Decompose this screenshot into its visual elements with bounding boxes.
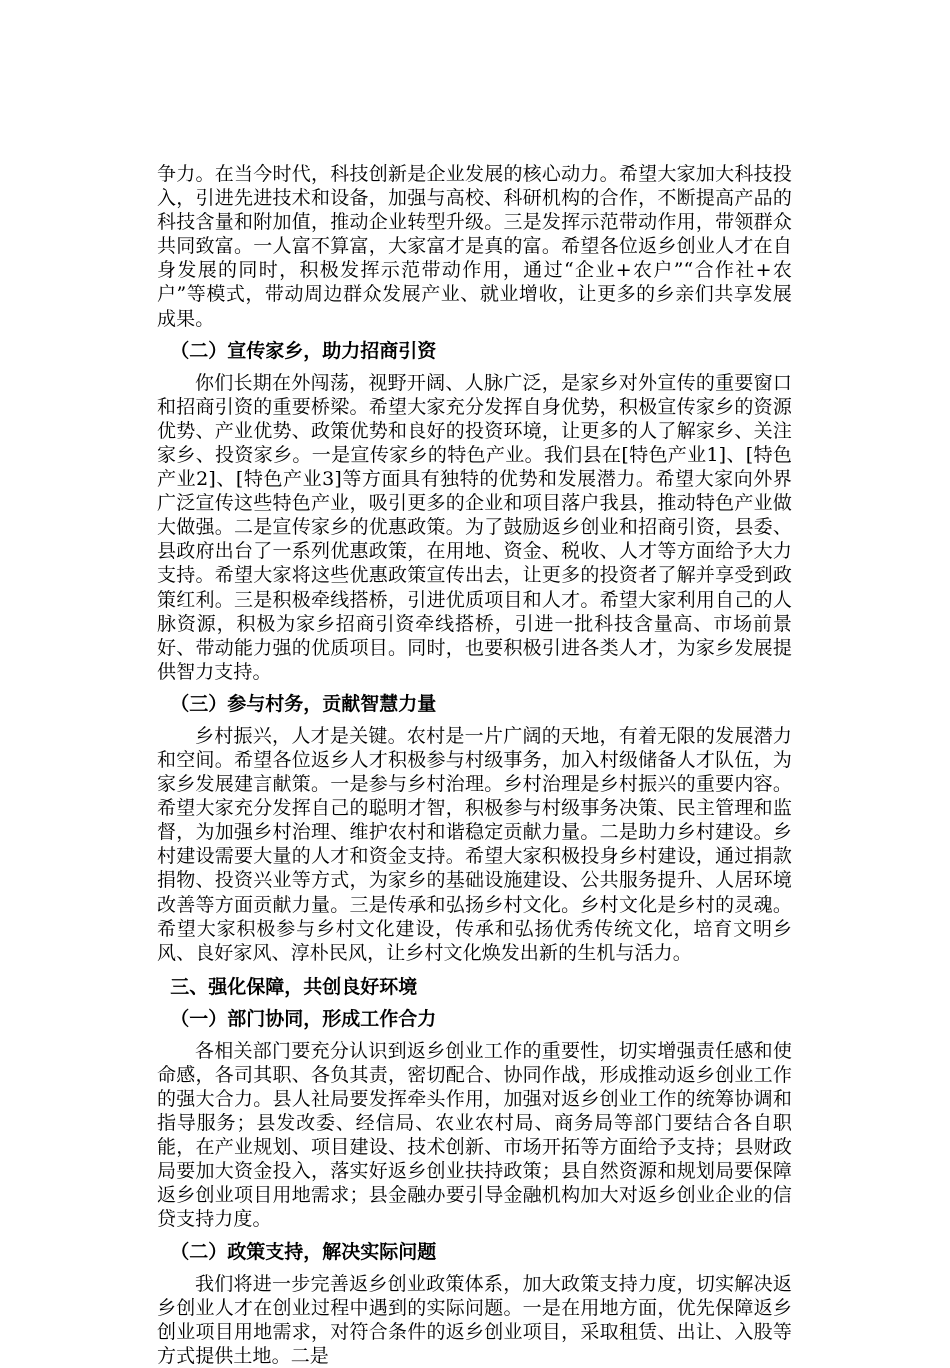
subheading-policy-support: （二）政策支持，解决实际问题 [170, 1240, 437, 1263]
paragraph-continued: 争力。在当今时代，科技创新是企业发展的核心动力。希望大家加大科技投入，引进先进技术和设备，加强与高校、科研机构的合作，不断提高产品的科技含量和附加值，推动企业转型升级。三是发挥示范带动作用，带领群众共同致富。一人富不算富，大家富才是真的富。希望各位返乡创业人才在自身发展的同时，积极发挥示范带动作用，通过“企业+农户”“合作社+农户”等模式，带动周边群众发展产业、就业增收，让更多的乡亲们共享发展成果。 [157, 163, 792, 330]
section-heading-guarantee: 三、强化保障，共创良好环境 [170, 975, 418, 998]
subheading-department-coordination: （一）部门协同，形成工作合力 [170, 1007, 437, 1030]
paragraph-department-coordination: 各相关部门要充分认识到返乡创业工作的重要性，切实增强责任感和使命感，各司其职、各负其责，密切配合、协同作战，形成推动返乡创业工作的强大合力。县人社局要发挥牵头作用，加强对返乡创业工作的统筹协调和指导服务；县发改委、经信局、农业农村局、商务局等部门要结合各自职能，在产业规划、项目建设、技术创新、市场开拓等方面给予支持；县财政局要加大资金投入，落实好返乡创业扶持政策；县自然资源和规划局要保障返乡创业项目用地需求；县金融办要引导金融机构加大对返乡创业企业的信贷支持力度。 [157, 1039, 792, 1231]
subheading-promote-hometown: （二）宣传家乡，助力招商引资 [170, 339, 437, 362]
paragraph-promote-hometown: 你们长期在外闯荡，视野开阔、人脉广泛，是家乡对外宣传的重要窗口和招商引资的重要桥梁。希望大家充分发挥自身优势，积极宣传家乡的资源优势、产业优势、政策优势和良好的投资环境，让更多的人了解家乡、关注家乡、投资家乡。一是宣传家乡的特色产业。我们县在[特色产业1]、[特色产业2]、[特色产业3]等方面具有独特的优势和发展潜力。希望大家向外界广泛宣传这些特色产业，吸引更多的企业和项目落户我县，推动特色产业做大做强。二是宣传家乡的优惠政策。为了鼓励返乡创业和招商引资，县委、县政府出台了一系列优惠政策，在用地、资金、税收、人才等方面给予大力支持。希望大家将这些优惠政策宣传出去，让更多的投资者了解并享受到政策红利。三是积极牵线搭桥，引进优质项目和人才。希望大家利用自己的人脉资源，积极为家乡招商引资牵线搭桥，引进一批科技含量高、市场前景好、带动能力强的优质项目。同时，也要积极引进各类人才，为家乡发展提供智力支持。 [157, 371, 792, 683]
subheading-village-affairs: （三）参与村务，贡献智慧力量 [170, 692, 437, 715]
paragraph-policy-support: 我们将进一步完善返乡创业政策体系，加大政策支持力度，切实解决返乡创业人才在创业过程中遇到的实际问题。一是在用地方面，优先保障返乡创业项目用地需求，对符合条件的返乡创业项目，采取租赁、出让、入股等方式提供土地。二是 [157, 1272, 792, 1367]
document-page [157, 162, 792, 1368]
paragraph-village-affairs: 乡村振兴，人才是关键。农村是一片广阔的天地，有着无限的发展潜力和空间。希望各位返乡人才积极参与村级事务，加入村级储备人才队伍，为家乡发展建言献策。一是参与乡村治理。乡村治理是乡村振兴的重要内容。希望大家充分发挥自己的聪明才智，积极参与村级事务决策、民主管理和监督，为加强乡村治理、维护农村和谐稳定贡献力量。二是助力乡村建设。乡村建设需要大量的人才和资金支持。希望大家积极投身乡村建设，通过捐款捐物、投资兴业等方式，为家乡的基础设施建设、公共服务提升、人居环境改善等方面贡献力量。三是传承和弘扬乡村文化。乡村文化是乡村的灵魂。希望大家积极参与乡村文化建设，传承和弘扬优秀传统文化，培育文明乡风、良好家风、淳朴民风，让乡村文化焕发出新的生机与活力。 [157, 724, 792, 964]
